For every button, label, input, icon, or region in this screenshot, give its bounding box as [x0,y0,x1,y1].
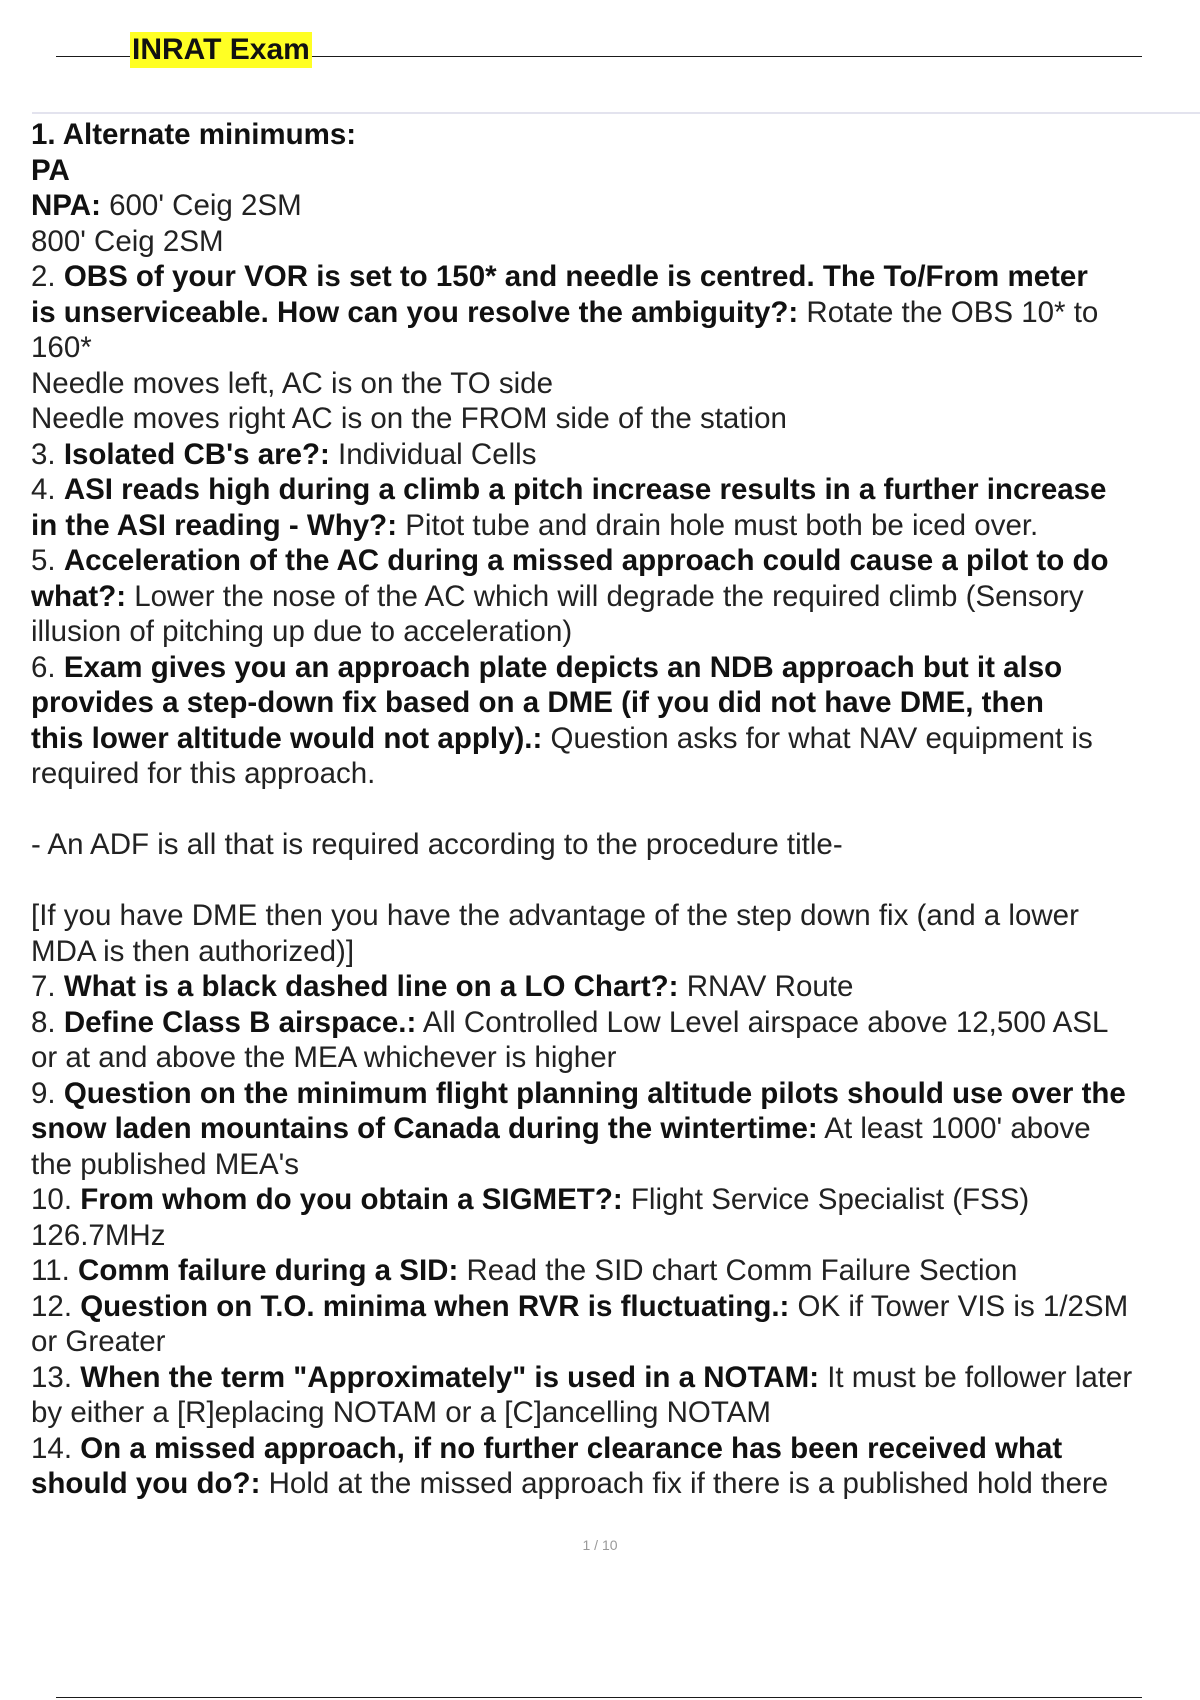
answer-text: 4. [31,473,64,506]
answer-text: Lower the nose of the AC which will degrade the required climb (Sensory [126,579,1084,613]
text-line [31,1005,1200,1041]
text-line [31,1360,1200,1396]
answer-text: OK if Tower VIS is 1/2SM [789,1289,1129,1323]
text-line [31,1395,1200,1431]
answer-text: All Controlled Low Level airspace above 12,500 ASL [416,1005,1109,1039]
answer-text: 3. [31,437,64,471]
text-line [31,224,1200,260]
answer-text: At least 1000' above [817,1112,1091,1145]
answer-text: Needle moves left, AC is on the TO side [31,366,553,400]
answer-text: the published MEA's [31,1147,300,1181]
question-text: From whom do you obtain a SIGMET?: [80,1183,623,1216]
question-text: Exam gives you an approach plate depicts an NDB approach but it also [63,650,1063,684]
text-line [31,1111,1200,1147]
answer-text: [If you have DME then you have the advantage of the step down fix (and a lower [31,899,1079,932]
text-line [31,1253,1200,1289]
answer-text: 7. [31,970,64,1003]
text-line [31,721,1200,757]
question-text: When the term "Approximately" is used in a NOTAM: [80,1360,820,1394]
question-text: what?: [31,579,127,613]
page-header [56,28,1142,72]
answer-text: MDA is then authorized)] [31,934,355,968]
text-line [31,934,1200,970]
answer-text: 5. [31,544,64,577]
answer-text: 800' Ceig 2SM [31,224,224,258]
question-text: should you do?: [31,1467,261,1500]
answer-text: Flight Service Specialist (FSS) [622,1183,1030,1216]
answer-text: RNAV Route [678,970,854,1003]
text-line [31,1076,1200,1112]
answer-text: Needle moves right AC is on the FROM side of the station [31,402,787,435]
answer-text: 11. [31,1254,79,1287]
answer-text: 9. [31,1076,64,1110]
text-line [31,1040,1200,1076]
answer-text: 12. [31,1289,81,1323]
text-line [31,792,1200,828]
text-line [31,650,1200,686]
question-text: Isolated CB's are?: [63,437,330,471]
answer-text: 126.7MHz [31,1218,166,1252]
answer-text: Read the SID chart Comm Failure Section [458,1254,1018,1287]
exam-content [31,117,1200,1502]
question-text: Define Class B airspace.: [63,1005,417,1039]
text-line [31,685,1200,721]
question-text: in the ASI reading - Why?: [31,508,398,542]
answer-text: 6. [31,650,64,684]
question-text: What is a black dashed line on a LO Chart?: [63,970,679,1003]
page-title: INRAT Exam [132,33,310,66]
answer-text: Rotate the OBS 10* to [798,295,1099,329]
text-line [31,756,1200,792]
header-separator [32,112,1200,114]
question-text: PA [31,153,70,187]
text-line [31,259,1200,295]
text-line [31,898,1200,934]
text-line [31,1466,1200,1502]
answer-text: by either a [R]eplacing NOTAM or a [C]ancelling NOTAM [31,1396,771,1429]
answer-text: or Greater [31,1325,166,1358]
text-line [31,543,1200,579]
answer-text: Pitot tube and drain hole must both be iced over. [397,508,1039,542]
text-line [31,472,1200,508]
text-line [31,437,1200,473]
answer-text: or at and above the MEA whichever is higher [31,1041,617,1074]
question-text: OBS of your VOR is set to 150* and needle is centred. The To/From meter [63,260,1088,293]
answer-text: 600' Ceig 2SM [100,189,302,222]
answer-text: 14. [31,1431,81,1465]
text-line [31,153,1200,189]
question-text: snow laden mountains of Canada during the wintertime: [31,1112,818,1145]
answer-text: Hold at the missed approach fix if there is a published hold there [260,1467,1109,1500]
text-line [31,401,1200,437]
answer-text: It must be follower later [819,1360,1133,1394]
text-line [31,366,1200,402]
answer-text: 13. [31,1360,81,1394]
text-line [31,579,1200,615]
question-text: Acceleration of the AC during a missed approach could cause a pilot to do [63,544,1109,577]
text-line [31,1218,1200,1254]
question-text: Question on T.O. minima when RVR is fluctuating.: [80,1289,790,1323]
text-line [31,1182,1200,1218]
text-line [31,117,1200,153]
text-line [31,1324,1200,1360]
text-line [31,969,1200,1005]
question-text: On a missed approach, if no further clearance has been received what [80,1431,1063,1465]
question-text: is unserviceable. How can you resolve the ambiguity?: [31,295,799,329]
text-line [31,1147,1200,1183]
answer-text: - An ADF is all that is required according to the procedure title- [31,828,843,861]
text-line [31,330,1200,366]
answer-text: 10. [31,1183,81,1216]
text-line [31,827,1200,863]
answer-text: illusion of pitching up due to acceleration) [31,615,573,648]
text-line [31,863,1200,899]
question-text: this lower altitude would not apply).: [31,721,543,755]
question-text: 1. Alternate minimums: [31,118,357,151]
question-text: Comm failure during a SID: [78,1254,459,1287]
footer-rule [56,1697,1142,1698]
text-line [31,1289,1200,1325]
question-text: Question on the minimum flight planning altitude pilots should use over the [63,1076,1126,1110]
text-line [31,1431,1200,1467]
question-text: provides a step-down fix based on a DME (if you did not have DME, then [31,686,1044,719]
answer-text: Individual Cells [329,437,537,471]
answer-text: 8. [31,1005,64,1039]
text-line [31,614,1200,650]
answer-text: 160* [31,331,92,364]
question-text: ASI reads high during a climb a pitch increase results in a further increase [63,473,1107,506]
text-line [31,295,1200,331]
text-line [31,188,1200,224]
answer-text: required for this approach. [31,757,376,790]
text-line [31,508,1200,544]
answer-text: Question asks for what NAV equipment is [542,721,1093,755]
answer-text: 2. [31,260,64,293]
page-number: 1 / 10 [582,1537,618,1553]
question-text: NPA: [31,189,101,222]
